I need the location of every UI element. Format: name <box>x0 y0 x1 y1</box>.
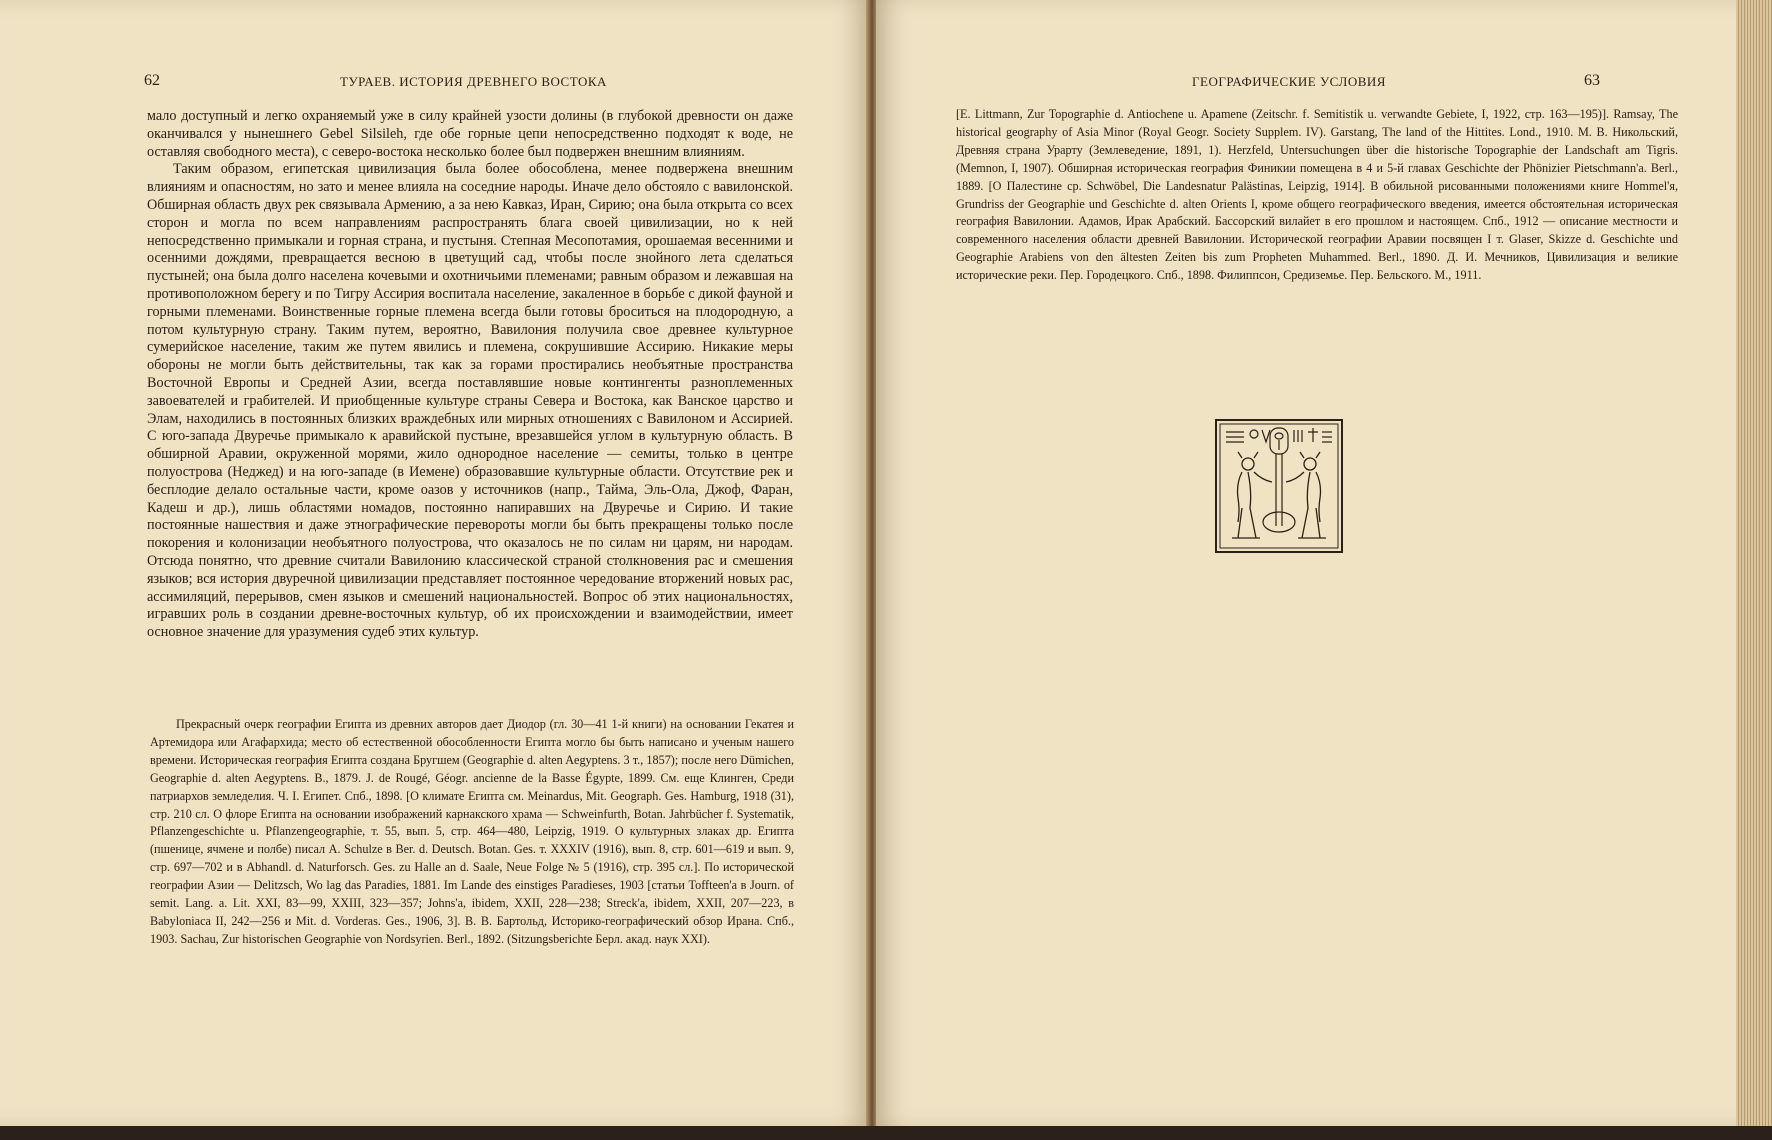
page-number-right: 63 <box>1584 72 1600 89</box>
running-head-left: ТУРАЕВ. ИСТОРИЯ ДРЕВНЕГО ВОСТОКА <box>340 74 607 89</box>
footnote-right <box>956 106 1678 285</box>
running-head-right: ГЕОГРАФИЧЕСКИЕ УСЛОВИЯ <box>1192 74 1386 89</box>
egyptian-seal-icon <box>1214 418 1344 554</box>
left-page <box>0 0 868 1126</box>
page-number-left: 62 <box>144 72 160 89</box>
body-text <box>147 108 793 642</box>
footnote-text: [E. Littmann, Zur Topographie d. Antiochene u. Apamene (Zeitschr. f. Semitistik u. verwandte Gebiete, I, 1922, стр. 163—195)]. Ramsay, The historical geography of Asia Minor (Royal Geogr. Society Supplem. IV). Garstang, The land of the Hittites. Lond., 1910. М. В. Никольский, Древняя страна Урарту (Землеведение, 1891, 1). Herzfeld, Untersuchungen über die historische Topographie der Landschaft am Tigris. (Memnon, I, 1907). Обширная историческая география Финикии помещена в 4 и 5-й главах Geschichte der Phönizier Pietschmann'a. Berl., 1889. [О Палестине ср. Schwöbel, Die Landesnatur Palästinas, Leipzig, 1914]. В обильной рисованными положениями книге Hommel'я, Grundriss der Geographie und Geschichte d. alten Orients I, кроме общего географического введения, имеется обстоятельная историческая география Вавилонии. Адамов, Ирак Арабский. Бассорский вилайет в его прошлом и настоящем. Спб., 1912 — описание местности и современного населения области древней Вавилонии. Исторической географии Аравии посвящен I т. Glaser, Skizze d. Geschichte und Geographie Arabiens von den ältesten Zeiten bis zum Propheten Muhammed. Berl., 1890. Д. И. Мечников, Цивилизация и великие исторические реки. Пер. Городецкого. Спб., 1898. Филиппсон, Средиземье. Пер. Бельского. М., 1911. <box>956 107 1678 283</box>
footnote-text: Прекрасный очерк географии Египта из древних авторов дает Диодор (гл. 30—41 1-й книги) на основании Гекатея и Артемидора или Агафархида; место об естественной обособленности Египта могло бы быть написано и ученым нашего времени. Историческая география Египта создана Бругшем (Geographie d. alten Aegyptens. 3 т., 1857); после него Dümichen, Geographie d. alten Aegyptens. B., 1879. J. de Rougé, Géogr. ancienne de la Basse Égypte, 1899. См. еще Клинген, Среди патриархов земледелия. Ч. I. Египет. Спб., 1898. [О климате Египта см. Meinardus, Mit. Geograph. Ges. Hamburg, 1918 (31), стр. 210 сл. О флоре Египта на основании изображений карнакского храма — Schweinfurth, Botan. Jahrbücher f. Systematik, Pflanzengeschichte u. Pflanzengeographie, т. 55, вып. 5, стр. 464—480, Leipzig, 1919. О культурных злаках др. Египта (пшенице, ячмене и полбе) писал A. Schulze в Ber. d. Deutsch. Botan. Ges. т. XXXIV (1916), вып. 8, стр. 601—619 и вып. 9, стр. 697—702 и в Abhandl. d. Naturforsch. Ges. zu Halle an d. Saale, Neue Folge № 5 (1916), стр. 395 сл.]. По исторической географии Азии — Delitzsch, Wo lag das Paradies, 1881. Im Lande des einstiges Paradieses, 1903 [статьи Toffteen'a в Journ. of semit. Lang. a. Lit. XXI, 83—99, XXIII, 323—357; Johns'a, ibidem, XXII, 228—238; Streck'a, ibidem, XXII, 207—223, в Babyloniaca II, 242—256 и Mit. d. Vorderas. Ges., 1906, 3]. В. В. Бартольд, Историко-географический обзор Ирана. Спб., 1903. Sachau, Zur historischen Geographie von Nordsyrien. Berl., 1892. (Sitzungsberichte Берл. акад. наук XXI). <box>150 717 794 946</box>
right-page <box>876 0 1736 1126</box>
footnote-left <box>150 716 794 949</box>
paragraph: Таким образом, египетская цивилизация была более обособлена, менее подвержена внешним влияниям и опасностям, но зато и менее влияла на соседние народы. Иначе дело обстояло с вавилонской. Обширная область двух рек связывала Армению, а за нею Кавказ, Иран, Сирию; она была открыта со всех сторон и могла по всем направлениям распространять блага своей цивилизации, но к ней непосредственно примыкали и горная страна, и пустыня. Степная Месопотамия, орошаемая весенними и осенними дождями, превращается весною в цветущий сад, чтобы после знойного лета сделаться пустыней; она была долго населена кочевыми и охотничьими племенами; равным образом и лежавшая на противоположном берегу и по Тигру Ассирия воспитала население, закаленное в борьбе с дикой фауной и горными племенами. Воинственные горные племена всегда были готовы броситься на плодородную, а потом культурную страну. Таким путем, вероятно, Вавилония получила свое древнее культурное сумерийское население, таким же путем явились и племена, сокрушившие Ассирию. Никакие меры обороны не могли быть действительны, так как за горами простирались необъятные пространства Восточной Европы и Средней Азии, всегда поставлявшие новые контингенты разноплеменных завоевателей и грабителей. И приобщенные культуре страны Севера и Востока, как Ванское царство и Элам, находились в постоянных близких враждебных или мирных отношениях с Вавилоном и Ассирией. С юго-запада Двуречье примыкало к аравийской пустыне, врезавшейся углом в культурную область. В обширной Аравии, окруженной морями, жило однородное население — семиты, только в центре полуострова (Неджед) и на юго-западе (в Иемене) образовавшие культурные области. Отсутствие рек и бесплодие делало остальные части, кроме оазов у источников (напр., Тайма, Эль-Ола, Джоф, Фаран, Кадеш и др.), лишь областями номадов, постоянно напиравших на Двуречье и Сирию. И такие постоянные нашествия и даже этнографические перевороты могли бы быть прекращены только после покорения и колонизации необъятного полуострова, что оказалось не по силам ни царям, ни народам. Отсюда понятно, что древние считали Вавилонию классической страной столкновения рас и смешения языков; вся история двуречной цивилизации представляет постоянное чередование вторжений новых рас, ассимиляций, перерывов, смен языков и смешений национальностей. Вопрос об этих национальностях, игравших роль в создании древне-восточных культур, об их происхождении и взаимодействии, имеет основное значение для уразумения судеб этих культур. <box>147 161 793 641</box>
paragraph: мало доступный и легко охраняемый уже в силу крайней узости долины (в глубокой древности он даже оканчивался у нынешнего Gebel Silsileh, где обе горные цепи непосредственно подходят к воде, не оставляя свободного места), с северо-востока несколько более был подвержен внешним влияниям. <box>147 108 793 160</box>
book-bottom-edge <box>0 1126 1772 1140</box>
page-edges <box>1736 0 1772 1132</box>
